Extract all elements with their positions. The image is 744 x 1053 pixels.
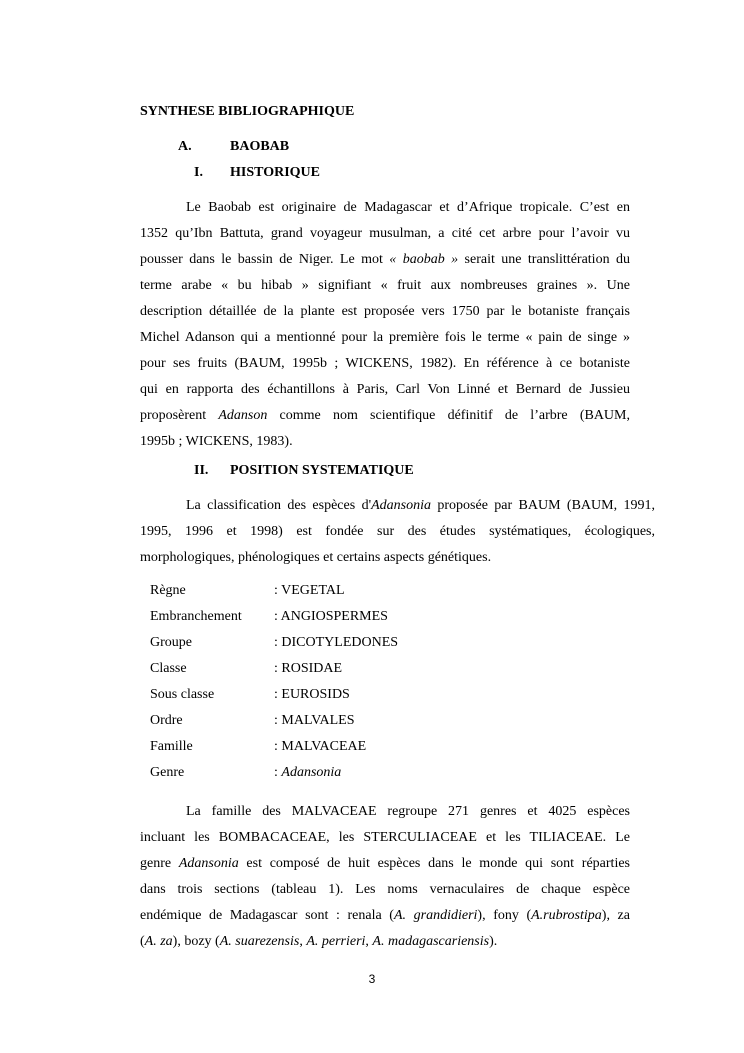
italic-term: A.rubrostipa [531, 908, 602, 923]
text-line [140, 403, 630, 429]
text-line: Le Baobab est originaire de Madagascar et d’Afrique tropicale. C’est en [186, 200, 630, 215]
famille-paragraph [140, 799, 630, 955]
taxonomy-label: Famille [150, 739, 193, 754]
text-run: ), za [601, 908, 630, 923]
taxonomy-table [150, 578, 398, 786]
text-line: description détaillée de la plante est proposée vers 1750 par le botaniste français [140, 304, 630, 319]
text-run: , [365, 934, 373, 949]
taxonomy-value [274, 760, 341, 786]
text-run: serait une translittération du [458, 252, 630, 267]
text-line: 1995, 1996 et 1998) est fondée sur des études systématiques, écologiques, [140, 524, 655, 539]
taxonomy-label: Classe [150, 661, 187, 676]
taxonomy-label: Règne [150, 583, 186, 598]
italic-term: A. za [144, 934, 173, 949]
italic-term: A. grandidieri [393, 908, 478, 923]
italic-term: A. madagascariensis [372, 934, 490, 949]
taxonomy-value: : VEGETAL [274, 583, 345, 598]
italic-term: A. suarezensis [219, 934, 300, 949]
subsection-2-number: II. [194, 463, 209, 478]
italic-term: Adanson [218, 408, 268, 423]
taxonomy-value: : DICOTYLEDONES [274, 635, 399, 650]
taxonomy-row [150, 734, 398, 760]
text-run: ), bozy ( [172, 934, 220, 949]
taxonomy-row [150, 760, 398, 786]
section-heading: SYNTHESE BIBLIOGRAPHIQUE [140, 104, 355, 119]
text-line [140, 247, 630, 273]
taxonomy-label: Sous classe [150, 687, 215, 702]
taxonomy-value: : ROSIDAE [274, 661, 343, 676]
subsection-1-number: I. [194, 165, 203, 180]
text-line: morphologiques, phénologiques et certains aspects génétiques. [140, 550, 492, 565]
subsection-1-title: HISTORIQUE [230, 165, 320, 180]
text-line: qui en rapporta des échantillons à Paris, Carl Von Linné et Bernard de Jussieu [140, 382, 630, 397]
part-a-number: A. [178, 139, 192, 154]
text-line: terme arabe « bu hibab » signifiant « fruit aux nombreuses graines ». Une [140, 278, 630, 293]
italic-term: Adansonia [371, 498, 431, 513]
part-a-title: BAOBAB [230, 139, 290, 154]
italic-term: Adansonia [178, 856, 239, 871]
text-run: : [274, 765, 282, 780]
text-run: pousser dans le bassin de Niger. Le mot [140, 252, 390, 267]
taxonomy-label: Groupe [150, 635, 192, 650]
taxonomy-row [150, 604, 398, 630]
position-paragraph [140, 493, 655, 571]
text-run: ). [489, 934, 498, 949]
taxonomy-row [150, 708, 398, 734]
text-run: genre [140, 856, 179, 871]
taxonomy-row [150, 578, 398, 604]
taxonomy-row [150, 656, 398, 682]
text-run: La classification des espèces d' [186, 498, 372, 513]
text-line: dans trois sections (tableau 1). Les noms vernaculaires de chaque espèce [140, 882, 630, 897]
taxonomy-label: Ordre [150, 713, 183, 728]
text-line [140, 903, 630, 929]
text-line [140, 929, 630, 955]
text-run: ), fony ( [477, 908, 532, 923]
taxonomy-row [150, 682, 398, 708]
text-line: 1995b ; WICKENS, 1983). [140, 434, 293, 449]
taxonomy-value: : MALVACEAE [274, 739, 367, 754]
taxonomy-value: : EUROSIDS [274, 687, 350, 702]
text-run: , [299, 934, 307, 949]
taxonomy-row [150, 630, 398, 656]
page-number: 3 [368, 972, 376, 986]
text-line: incluant les BOMBACACEAE, les STERCULIACEAE et les TILIACEAE. Le [140, 830, 630, 845]
italic-term: « baobab » [389, 252, 459, 267]
text-run: proposée par BAUM (BAUM, 1991, [430, 498, 655, 513]
subsection-2-title: POSITION SYSTEMATIQUE [230, 463, 414, 478]
text-line [140, 493, 655, 519]
text-line: pour ses fruits (BAUM, 1995b ; WICKENS, 1982). En référence à ce botaniste [140, 356, 630, 371]
taxonomy-value: : MALVALES [274, 713, 355, 728]
taxonomy-label: Embranchement [150, 609, 242, 624]
text-line: La famille des MALVACEAE regroupe 271 genres et 4025 espèces [186, 804, 630, 819]
taxonomy-value: : ANGIOSPERMES [274, 609, 388, 624]
text-line [140, 851, 630, 877]
historique-paragraph [140, 195, 630, 455]
text-run: proposèrent [140, 408, 219, 423]
text-run: est composé de huit espèces dans le monde qui sont réparties [238, 856, 630, 871]
text-line: 1352 qu’Ibn Battuta, grand voyageur musulman, a cité cet arbre pour l’avoir vu [140, 226, 630, 241]
text-run: comme nom scientifique définitif de l’arbre (BAUM, [267, 408, 630, 423]
text-run: endémique de Madagascar sont : renala ( [140, 908, 394, 923]
italic-term: A. perrieri [306, 934, 366, 949]
taxonomy-label: Genre [150, 765, 185, 780]
italic-term: Adansonia [281, 765, 342, 780]
text-run: ( [140, 934, 145, 949]
text-line: Michel Adanson qui a mentionné pour la première fois le terme « pain de singe » [140, 330, 630, 345]
